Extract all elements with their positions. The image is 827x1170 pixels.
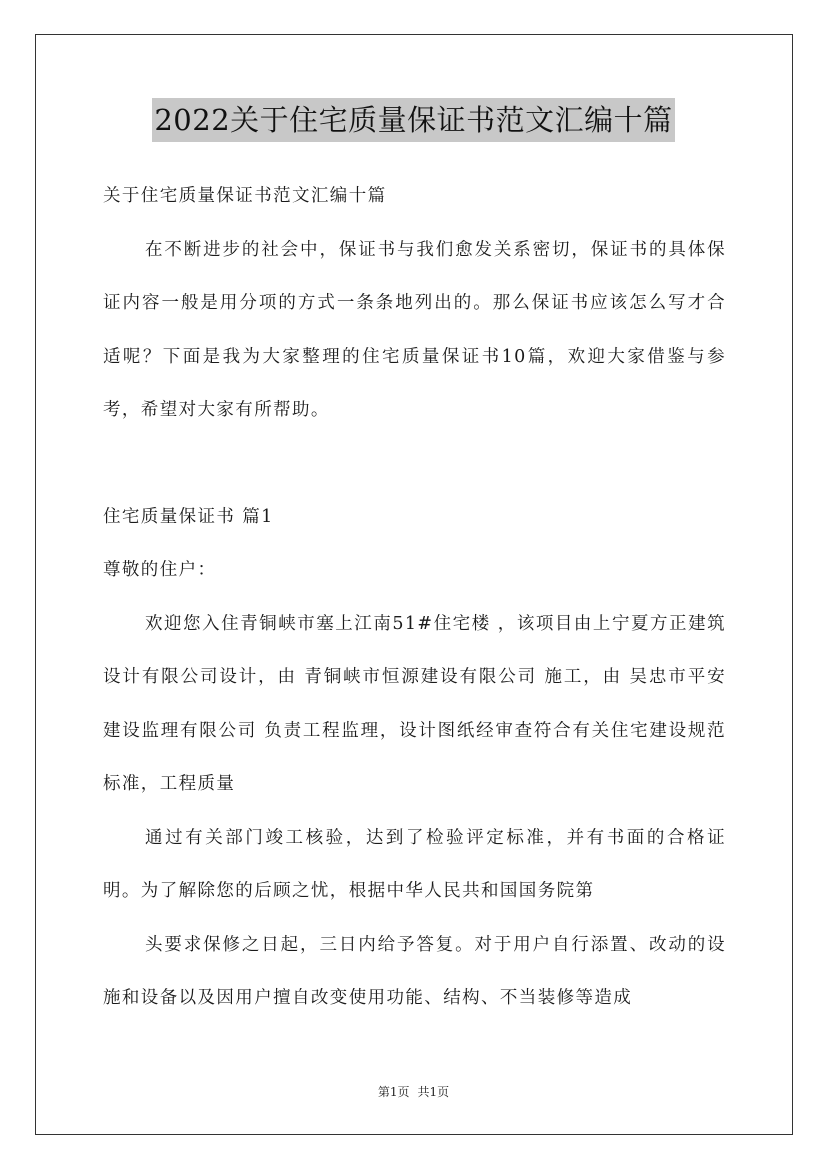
document-subtitle: 关于住宅质量保证书范文汇编十篇 — [103, 186, 387, 206]
document-body — [103, 170, 726, 1026]
title-container — [0, 98, 827, 142]
page-number: 第1页 — [377, 1085, 410, 1099]
body-paragraph-2: 通过有关部门竣工核验，达到了检验评定标准，并有书面的合格证明。为了解除您的后顾之忧，根据中华人民共和国国务院第 — [103, 827, 726, 901]
body-paragraph-1: 欢迎您入住青铜峡市塞上江南51#住宅楼 ，该项目由上宁夏方正建筑设计有限公司设计，由 青铜峡市恒源建设有限公司 施工，由 吴忠市平安建设监理有限公司 负责工程监理，设计图纸经审查符合有关住宅建设规范标准，工程质量 — [103, 613, 726, 794]
page-total: 共1页 — [417, 1085, 450, 1099]
salutation: 尊敬的住户： — [103, 560, 217, 580]
section-heading: 住宅质量保证书 篇1 — [103, 506, 274, 527]
section-spacer — [103, 438, 726, 491]
page-footer — [0, 1083, 827, 1100]
intro-paragraph: 在不断进步的社会中，保证书与我们愈发关系密切，保证书的具体保证内容一般是用分项的方式一条条地列出的。那么保证书应该怎么写才合适呢？下面是我为大家整理的住宅质量保证书10篇，欢迎大家借鉴与参考，希望对大家有所帮助。 — [103, 239, 726, 420]
document-title: 2022关于住宅质量保证书范文汇编十篇 — [152, 98, 674, 142]
body-paragraph-3: 头要求保修之日起，三日内给予答复。对于用户自行添置、改动的设施和设备以及因用户擅自改变使用功能、结构、不当装修等造成 — [103, 934, 726, 1008]
